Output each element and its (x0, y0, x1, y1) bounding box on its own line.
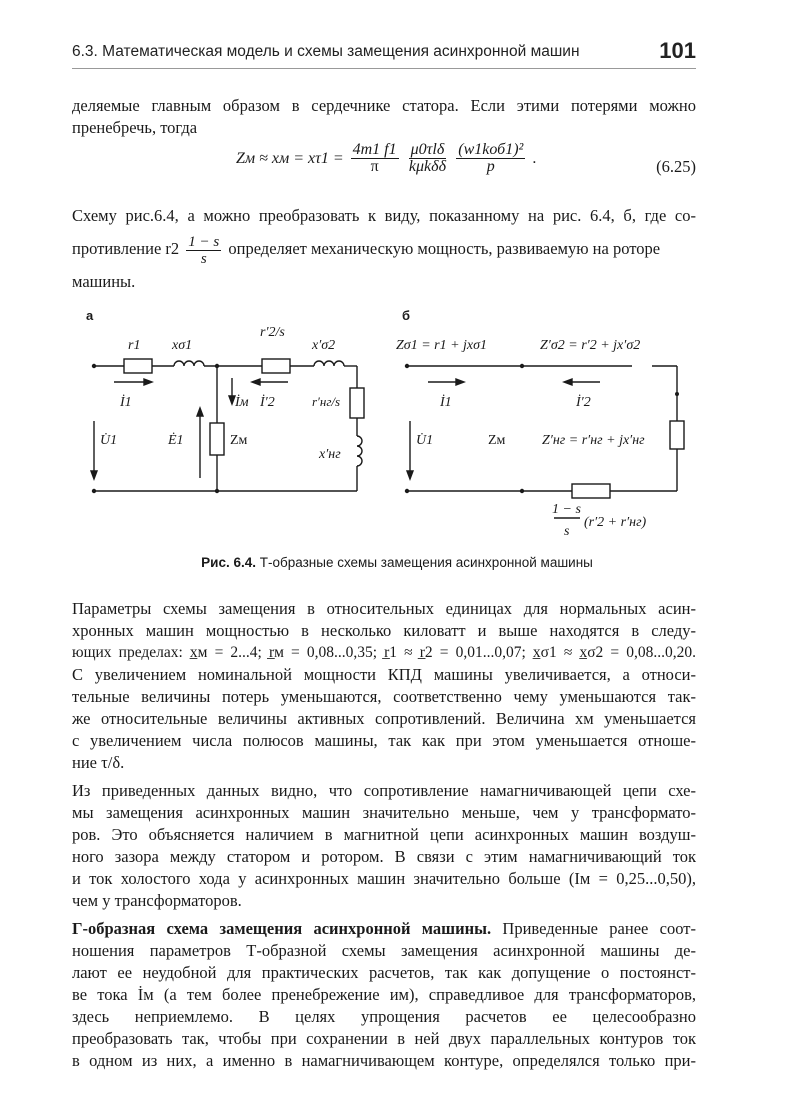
figure-6-4-circuits (72, 306, 712, 546)
paragraph-line: преобразовать так, чтобы при сохранении в ней двух параллельных контуров ток (72, 1029, 696, 1048)
label-load: (r′2 + r′нг) (584, 515, 647, 530)
fraction-numerator: μ0τlδ (410, 141, 445, 158)
paragraph-line: тельные величины потерь уменьшаются, соответственно чему уменьшаются так- (72, 687, 696, 706)
paragraph-line: лают ее неудобной для практических расчетов, так как допущение о постоянст- (72, 963, 696, 982)
paragraph-line: машины. (72, 272, 136, 291)
label-b: б (402, 308, 411, 323)
paragraph-line: ве тока İм (а тем более пренебрежение им), справедливое для трансформаторов, (72, 985, 696, 1004)
paragraph-line: Из приведенных данных видно, что сопротивление намагничивающей цепи схе- (72, 781, 696, 800)
paragraph-line: с увеличением числа полюсов машины, так как при этом уменьшается отноше- (72, 731, 696, 750)
equation-fraction (351, 142, 399, 175)
paragraph-line: же относительные величины активных сопротивлений. Величина xм уменьшается (72, 709, 696, 728)
paragraph-line: мы замещения асинхронных машин значительно меньше, чем у трансформато- (72, 803, 696, 822)
equation-fraction (409, 142, 447, 175)
inductor-xs2 (314, 361, 344, 366)
resistor-zm (210, 423, 224, 455)
paragraph-line (72, 918, 696, 940)
fraction-numerator: (w1kоб1)² (458, 141, 524, 158)
label-i2: İ′2 (260, 395, 275, 410)
paragraph-data (72, 780, 696, 912)
equation-period: . (532, 149, 537, 167)
label-xs1: xσ1 (172, 338, 193, 353)
label-xng: x′нг (319, 447, 341, 462)
bold-lead: Г-образная схема замещения асинхронной машины. (72, 919, 492, 938)
label-zng: Z′нг = r′нг + jx′нг (542, 433, 645, 448)
resistor-r1 (124, 359, 152, 373)
paragraph-parameters (72, 598, 696, 774)
paragraph-g-scheme (72, 918, 696, 1072)
label-frac-num: 1 − s (552, 502, 581, 517)
caption-text: Т-образные схемы замещения асинхронной машины (259, 555, 593, 570)
paragraph-line: чем у трансформаторов. (72, 891, 242, 910)
paragraph-line: хронных машин мощностью в несколько киловатт и выше находятся в следу- (72, 621, 696, 640)
fraction-numerator: 4m1 f1 (352, 141, 397, 158)
resistor-zng (670, 421, 684, 449)
fraction-denominator: p (486, 158, 495, 175)
label-i1: İ1 (120, 395, 132, 410)
resistor-load (572, 484, 610, 498)
paragraph-line: ров. Это объясняется наличием в магнитной цепи асинхронных машин воздуш- (72, 825, 696, 844)
label-b-zm: Zм (488, 433, 506, 448)
paragraph-line: в одном из них, а именно в намагничивающем контуре, определялся только при- (72, 1051, 696, 1070)
label-rng: r′нг/s (312, 394, 341, 409)
label-zm: Zм (230, 433, 248, 448)
inline-text: определяет механическую мощность, развиваемую на роторе (228, 239, 661, 258)
inductor-xng (357, 436, 362, 466)
label-im: İм (235, 395, 249, 410)
resistor-r2s (262, 359, 290, 373)
label-u1: U̇1 (100, 433, 118, 448)
intro-line: пренебречь, тогда (72, 118, 198, 137)
label-b-u1: U̇1 (416, 433, 434, 448)
intro-line: деляемые главным образом в сердечнике статора. Если этими потерями можно (72, 96, 696, 115)
intro-paragraph (72, 95, 696, 139)
paragraph-scheme (72, 205, 696, 293)
label-e1: Ė1 (168, 433, 184, 448)
fraction-denominator: π (370, 158, 379, 175)
inductor-xs1 (174, 361, 204, 366)
figure-caption (0, 555, 794, 570)
label-r1: r1 (128, 338, 141, 353)
page-number: 101 (659, 38, 696, 63)
label-b-i2: İ′2 (576, 395, 591, 410)
paragraph-line: здесь неприемлемо. В целях упрощения расчетов ее целесообразно (72, 1007, 696, 1026)
paragraph-line: и ток холостого хода у асинхронных машин значительно больше (Iм = 0,25...0,50), (72, 869, 696, 888)
section-title: 6.3. Математическая модель и схемы замещения асинхронной машин (72, 43, 580, 60)
paragraph-line: С увеличением номинальной мощности КПД машины увеличивается, а относи- (72, 665, 696, 684)
equation-number: (6.25) (656, 157, 696, 176)
label-a: а (86, 308, 94, 323)
equation-lhs: Zм ≈ xм = xτ1 = (236, 149, 344, 167)
resistor-rng (350, 388, 364, 418)
label-zs2: Z′σ2 = r′2 + jx′σ2 (540, 338, 641, 353)
label-xs2: x′σ2 (312, 338, 336, 353)
label-frac-den: s (564, 524, 570, 539)
fraction-numerator: 1 − s (188, 233, 220, 250)
paragraph-line: ношения параметров Т-образной схемы замещения асинхронной машины де- (72, 941, 696, 960)
paragraph-line (72, 227, 696, 271)
inline-text: противление r2 (72, 239, 180, 258)
label-r2s: r′2/s (260, 325, 285, 340)
fraction-denominator: kμkδδ (408, 158, 446, 175)
equation-fraction (456, 142, 525, 175)
paragraph-line: ние τ/δ. (72, 753, 125, 772)
equation-6-25 (236, 142, 696, 190)
paragraph-line: Параметры схемы замещения в относительных единицах для нормальных асин- (72, 599, 696, 618)
paragraph-line: ного зазора между статором и ротором. В связи с этим намагничивающий ток (72, 847, 696, 866)
caption-label: Рис. 6.4. (201, 555, 256, 570)
inline-text: Приведенные ранее соот- (491, 919, 696, 938)
fraction-denominator: s (200, 250, 207, 267)
paragraph-line: Схему рис.6.4, а можно преобразовать к виду, показанному на рис. 6.4, б, где со- (72, 206, 696, 225)
label-zs1: Zσ1 = r1 + jxσ1 (396, 338, 488, 353)
running-header (72, 38, 696, 69)
inline-fraction (186, 234, 221, 267)
paragraph-line: ющих пределах: x̲м = 2...4; r̲м = 0,08...0,35; r̲1 ≈ r̲2 = 0,01...0,07; x̲σ1 ≈ x̲σ2 = 0,08...0,20. (72, 644, 696, 661)
label-b-i1: İ1 (440, 395, 452, 410)
